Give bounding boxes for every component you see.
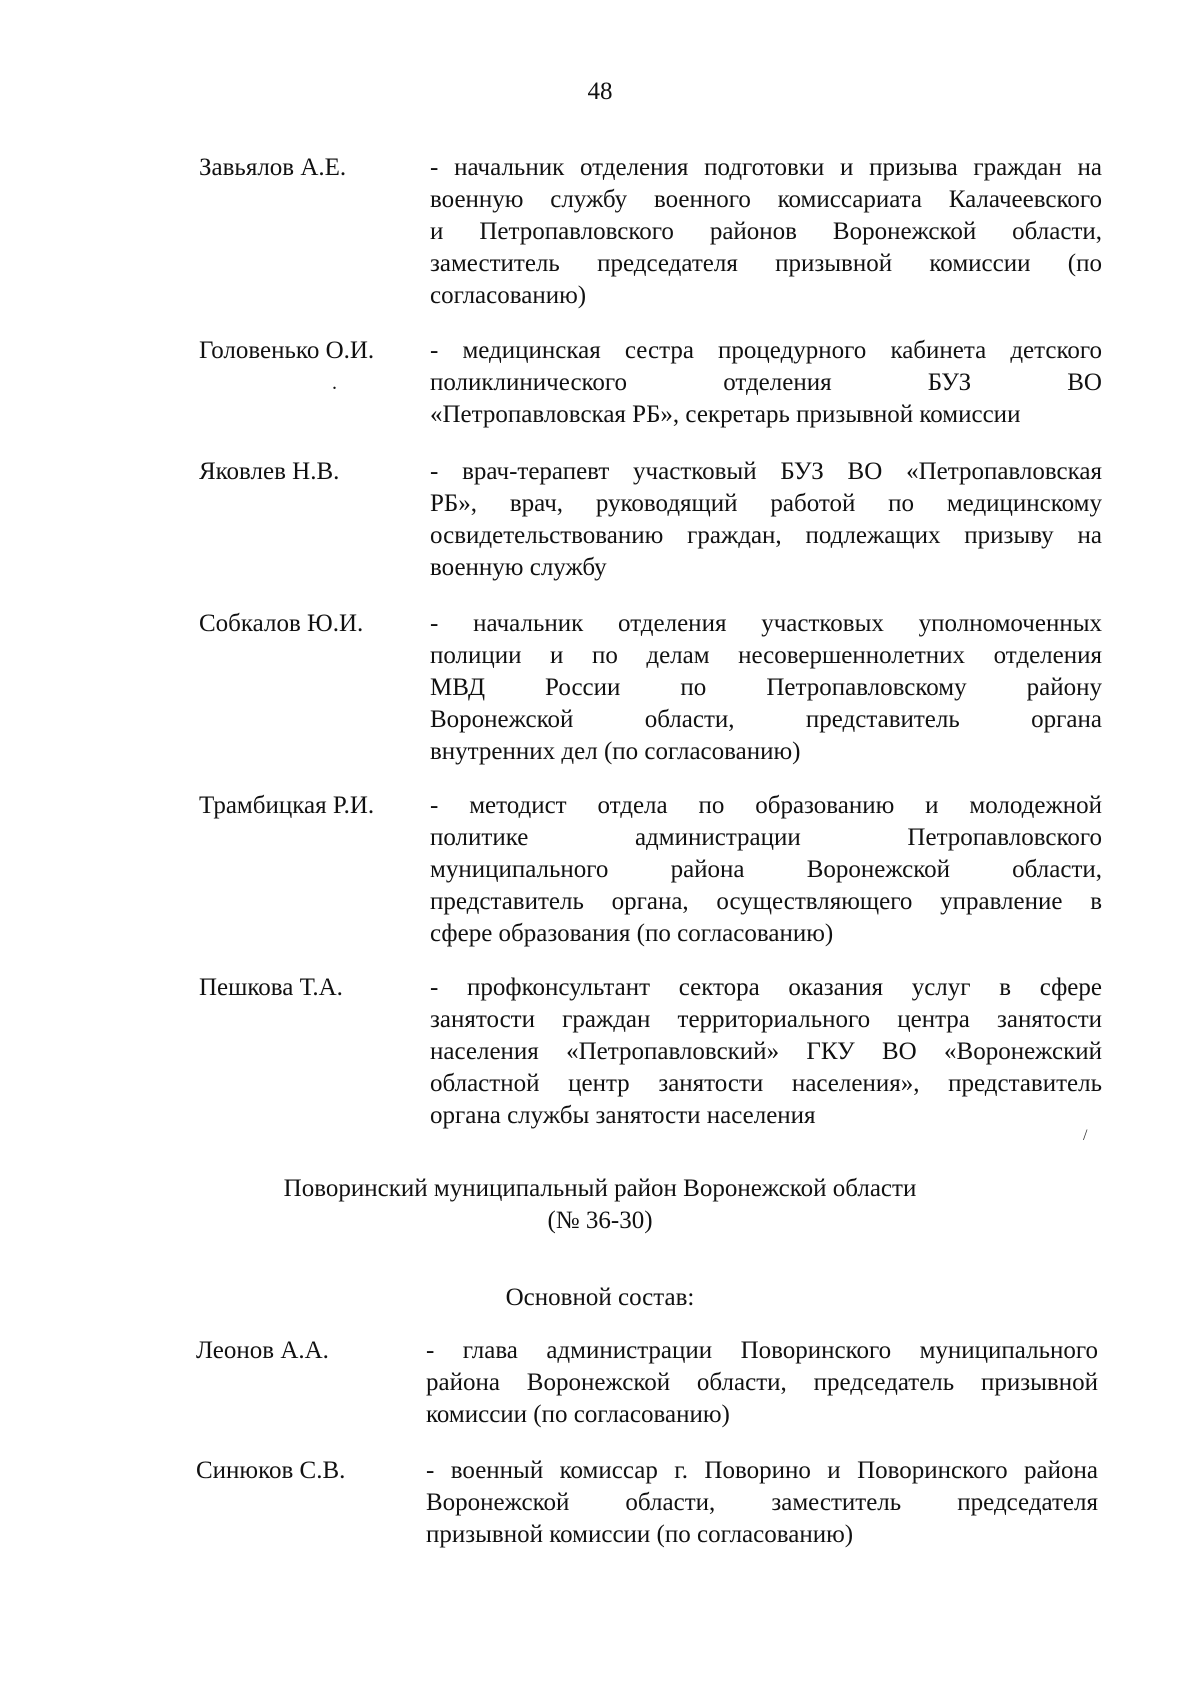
member-description [430,608,1102,768]
description-line: освидетельствованию граждан, подлежащих призыву на [430,522,1102,549]
member-name: Леонов А.А. [196,1337,329,1364]
section-title: Поворинский муниципальный район Воронежской области [283,1175,917,1202]
member-description [430,335,1102,431]
member-name: Синюков С.В. [196,1457,346,1484]
description-line: района Воронежской области, председатель призывной [426,1369,1098,1396]
description-line: полиции и по делам несовершеннолетних отделения [430,642,1102,669]
member-name: Пешкова Т.А. [199,974,343,1001]
member-name: Яковлев Н.В. [199,458,340,485]
description-line: - начальник отделения подготовки и призыва граждан на [430,154,1102,181]
description-line: органа службы занятости населения [430,1102,816,1129]
scan-stray-mark: / [1083,1127,1088,1144]
description-line: политике администрации Петропавловского [430,824,1102,851]
description-line: и Петропавловского районов Воронежской области, [430,218,1102,245]
description-line: МВД России по Петропавловскому району [430,674,1102,701]
member-description [426,1455,1098,1551]
description-line: поликлинического отделения БУЗ ВО [430,369,1102,396]
description-line: занятости граждан территориального центра занятости [430,1006,1102,1033]
section-subtitle: Основной состав: [505,1284,695,1311]
description-line: - глава администрации Поворинского муниципального [426,1337,1098,1364]
description-line: - профконсультант сектора оказания услуг в сфере [430,974,1102,1001]
description-line: призывной комиссии (по согласованию) [426,1521,854,1548]
description-line: военную службу военного комиссариата Калачеевского [430,186,1102,213]
description-line: внутренних дел (по согласованию) [430,738,801,765]
member-description [430,456,1102,584]
description-line: населения «Петропавловский» ГКУ ВО «Воронежский [430,1038,1102,1065]
description-line: РБ», врач, руководящий работой по медицинскому [430,490,1102,517]
description-line: - военный комиссар г. Поворино и Поворинского района [426,1457,1098,1484]
member-description [426,1335,1098,1431]
description-line: - методист отдела по образованию и молодежной [430,792,1102,819]
description-line: муниципального района Воронежской области, [430,856,1102,883]
member-description [430,972,1102,1132]
description-line: сфере образования (по согласованию) [430,920,834,947]
member-name: Головенько О.И. [199,337,375,364]
member-description [430,790,1102,950]
description-line: - медицинская сестра процедурного кабинета детского [430,337,1102,364]
description-line: - начальник отделения участковых уполномоченных [430,610,1102,637]
page-number: 48 [587,78,613,105]
member-name: Собкалов Ю.И. [199,610,364,637]
description-line: заместитель председателя призывной комиссии (по [430,250,1102,277]
section-code: (№ 36-30) [547,1207,653,1234]
description-line: согласованию) [430,282,587,309]
description-line: представитель органа, осуществляющего управление в [430,888,1102,915]
description-line: военную службу [430,554,607,581]
description-line: Воронежской области, представитель органа [430,706,1102,733]
member-name: Трамбицкая Р.И. [199,792,375,819]
member-description [430,152,1102,312]
description-line: Воронежской области, заместитель председателя [426,1489,1098,1516]
description-line: - врач-терапевт участковый БУЗ ВО «Петропавловская [430,458,1102,485]
description-line: комиссии (по согласованию) [426,1401,730,1428]
scan-dot-mark: . [332,372,337,394]
description-line: «Петропавловская РБ», секретарь призывной комиссии [430,401,1021,428]
member-name: Завьялов А.Е. [199,154,347,181]
description-line: областной центр занятости населения», представитель [430,1070,1102,1097]
